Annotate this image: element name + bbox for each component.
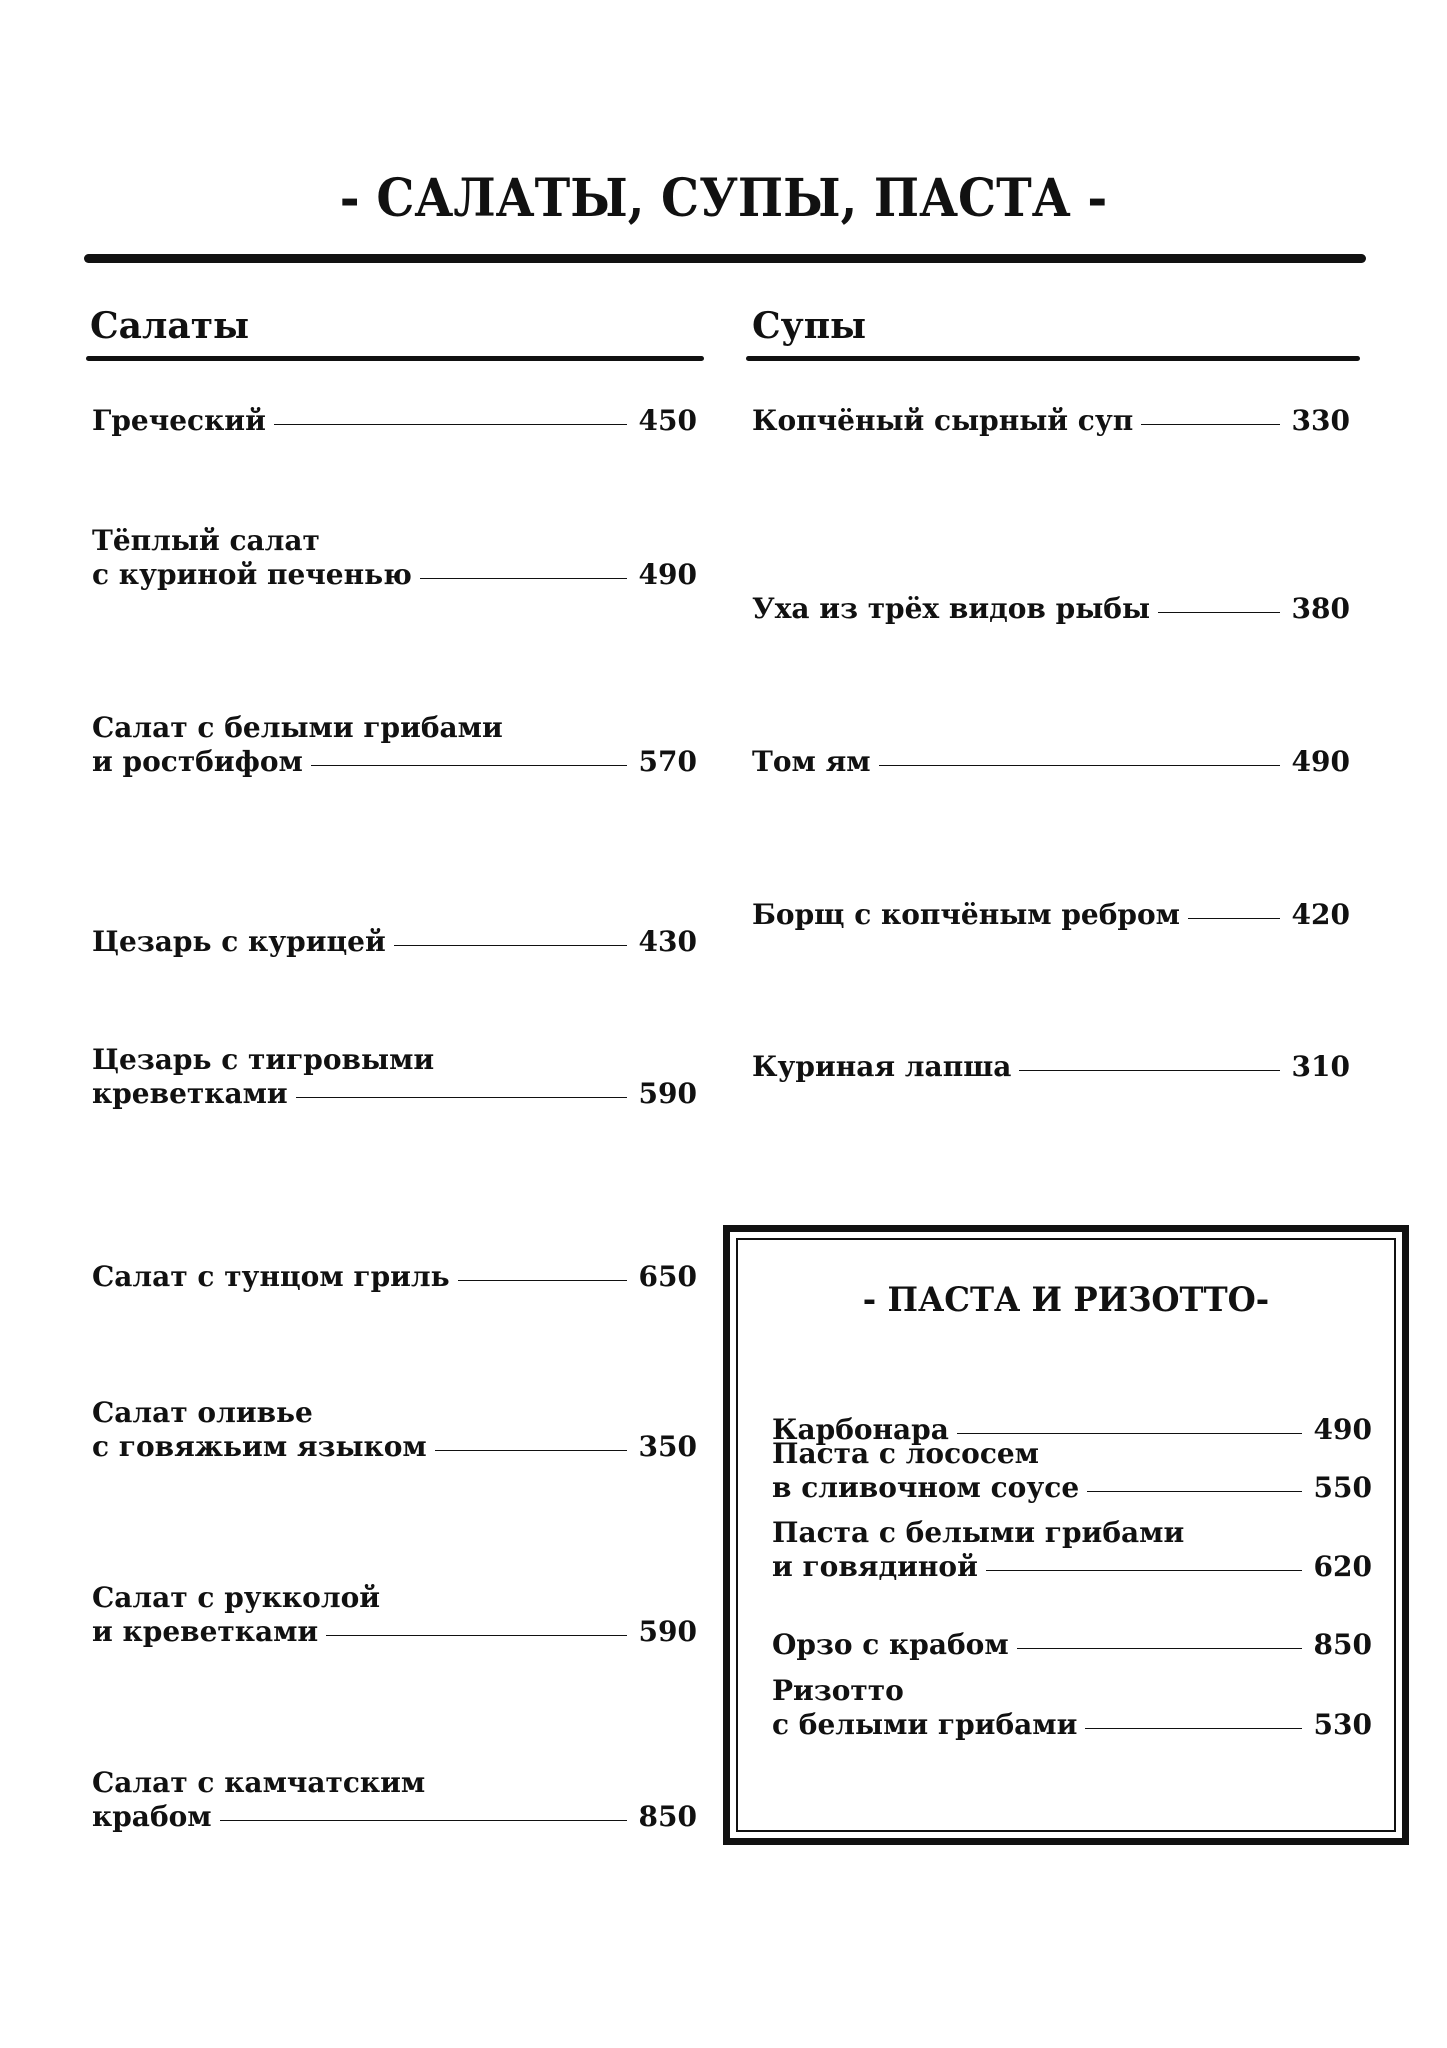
pasta-menu-item — [772, 1674, 1372, 1742]
soups-divider — [746, 356, 1360, 361]
leader-line — [296, 1097, 627, 1098]
item-line — [772, 1628, 1372, 1662]
leader-line — [1141, 424, 1279, 425]
leader-line — [1188, 918, 1280, 919]
item-name: Копчёный сырный суп — [752, 404, 1134, 437]
item-line — [92, 1430, 697, 1464]
item-name: Уха из трёх видов рыбы — [752, 592, 1151, 625]
leader-line — [1158, 612, 1280, 613]
item-line — [92, 1800, 697, 1834]
page-title: - САЛАТЫ, СУПЫ, ПАСТА - — [339, 168, 1108, 229]
leader-line — [1019, 1070, 1279, 1071]
item-price: 850 — [638, 1800, 697, 1833]
item-price: 590 — [638, 1077, 697, 1110]
item-line — [92, 404, 697, 438]
item-price: 330 — [1291, 404, 1350, 437]
salads-menu-item — [92, 711, 697, 779]
item-line — [752, 1050, 1350, 1084]
salads-menu-item — [92, 1766, 697, 1834]
item-price: 590 — [638, 1615, 697, 1648]
leader-line — [220, 1820, 627, 1821]
leader-line — [879, 765, 1280, 766]
item-line — [752, 404, 1350, 438]
item-line — [92, 1077, 697, 1111]
item-price: 490 — [638, 558, 697, 591]
leader-line — [957, 1433, 1302, 1434]
item-name-line1: Паста с белыми грибами — [772, 1516, 1185, 1549]
soups-menu-item — [752, 898, 1350, 932]
item-line — [92, 1615, 697, 1649]
item-price: 490 — [1291, 745, 1350, 778]
salads-divider — [86, 356, 704, 361]
item-name-line1: Цезарь с тигровыми — [92, 1043, 435, 1076]
item-line — [772, 1471, 1372, 1505]
item-price: 420 — [1291, 898, 1350, 931]
salads-menu-item — [92, 524, 697, 592]
item-line — [92, 745, 697, 779]
item-name: и говядиной — [772, 1550, 978, 1583]
leader-line — [274, 424, 627, 425]
item-line — [752, 592, 1350, 626]
item-price: 380 — [1291, 592, 1350, 625]
item-name: Греческий — [92, 404, 266, 437]
pasta-menu-item — [772, 1628, 1372, 1662]
salads-heading: Салаты — [90, 305, 250, 347]
salads-menu-item — [92, 1396, 697, 1464]
item-name: с говяжьим языком — [92, 1430, 427, 1463]
item-name: креветками — [92, 1077, 288, 1110]
title-divider — [84, 254, 1366, 263]
item-line — [772, 1708, 1372, 1742]
item-line — [752, 898, 1350, 932]
leader-line — [326, 1635, 626, 1636]
item-price: 570 — [638, 745, 697, 778]
item-price: 310 — [1291, 1050, 1350, 1083]
item-name: Карбонара — [772, 1413, 949, 1446]
item-price: 550 — [1313, 1471, 1372, 1504]
salads-menu-item — [92, 1260, 697, 1294]
item-price: 850 — [1313, 1628, 1372, 1661]
item-line — [92, 1260, 697, 1294]
item-price: 430 — [638, 925, 697, 958]
item-price: 350 — [638, 1430, 697, 1463]
leader-line — [1017, 1648, 1302, 1649]
leader-line — [394, 945, 627, 946]
item-name-line1: Тёплый салат — [92, 524, 320, 557]
leader-line — [986, 1570, 1302, 1571]
soups-heading: Супы — [752, 305, 867, 347]
item-name-line1: Ризотто — [772, 1674, 904, 1707]
item-name: и ростбифом — [92, 745, 303, 778]
item-name: в сливочном соусе — [772, 1471, 1080, 1504]
item-name: Салат с тунцом гриль — [92, 1260, 450, 1293]
item-price: 450 — [638, 404, 697, 437]
item-name-line1: Салат с камчатским — [92, 1766, 426, 1799]
item-name: Борщ с копчёным ребром — [752, 898, 1180, 931]
leader-line — [1087, 1491, 1301, 1492]
item-name: Куриная лапша — [752, 1050, 1012, 1083]
soups-menu-item — [752, 745, 1350, 779]
item-name: Орзо с крабом — [772, 1628, 1009, 1661]
item-name: с белыми грибами — [772, 1708, 1078, 1741]
item-price: 490 — [1313, 1413, 1372, 1446]
item-name: с куриной печенью — [92, 558, 412, 591]
leader-line — [435, 1450, 627, 1451]
item-name-line1: Паста с лососем — [772, 1437, 1039, 1470]
item-price: 620 — [1313, 1550, 1372, 1583]
pasta-menu-item — [772, 1516, 1372, 1584]
item-name: Цезарь с курицей — [92, 925, 386, 958]
item-name-line1: Салат с белыми грибами — [92, 711, 503, 744]
item-name-line1: Салат с рукколой — [92, 1581, 381, 1614]
leader-line — [311, 765, 627, 766]
soups-menu-item — [752, 1050, 1350, 1084]
item-line — [92, 925, 697, 959]
item-name: Том ям — [752, 745, 871, 778]
pasta-heading: - ПАСТА И РИЗОТТО- — [862, 1280, 1270, 1320]
leader-line — [458, 1280, 627, 1281]
item-line — [92, 558, 697, 592]
soups-menu-item — [752, 404, 1350, 438]
salads-menu-item — [92, 1581, 697, 1649]
item-price: 530 — [1313, 1708, 1372, 1741]
leader-line — [420, 578, 627, 579]
salads-menu-item — [92, 1043, 697, 1111]
soups-menu-item — [752, 592, 1350, 626]
item-name-line1: Салат оливье — [92, 1396, 313, 1429]
item-name: крабом — [92, 1800, 212, 1833]
item-line — [772, 1550, 1372, 1584]
item-line — [752, 745, 1350, 779]
pasta-menu-item — [772, 1437, 1372, 1505]
salads-menu-item — [92, 925, 697, 959]
leader-line — [1085, 1728, 1301, 1729]
salads-menu-item — [92, 404, 697, 438]
item-price: 650 — [638, 1260, 697, 1293]
item-name: и креветками — [92, 1615, 319, 1648]
